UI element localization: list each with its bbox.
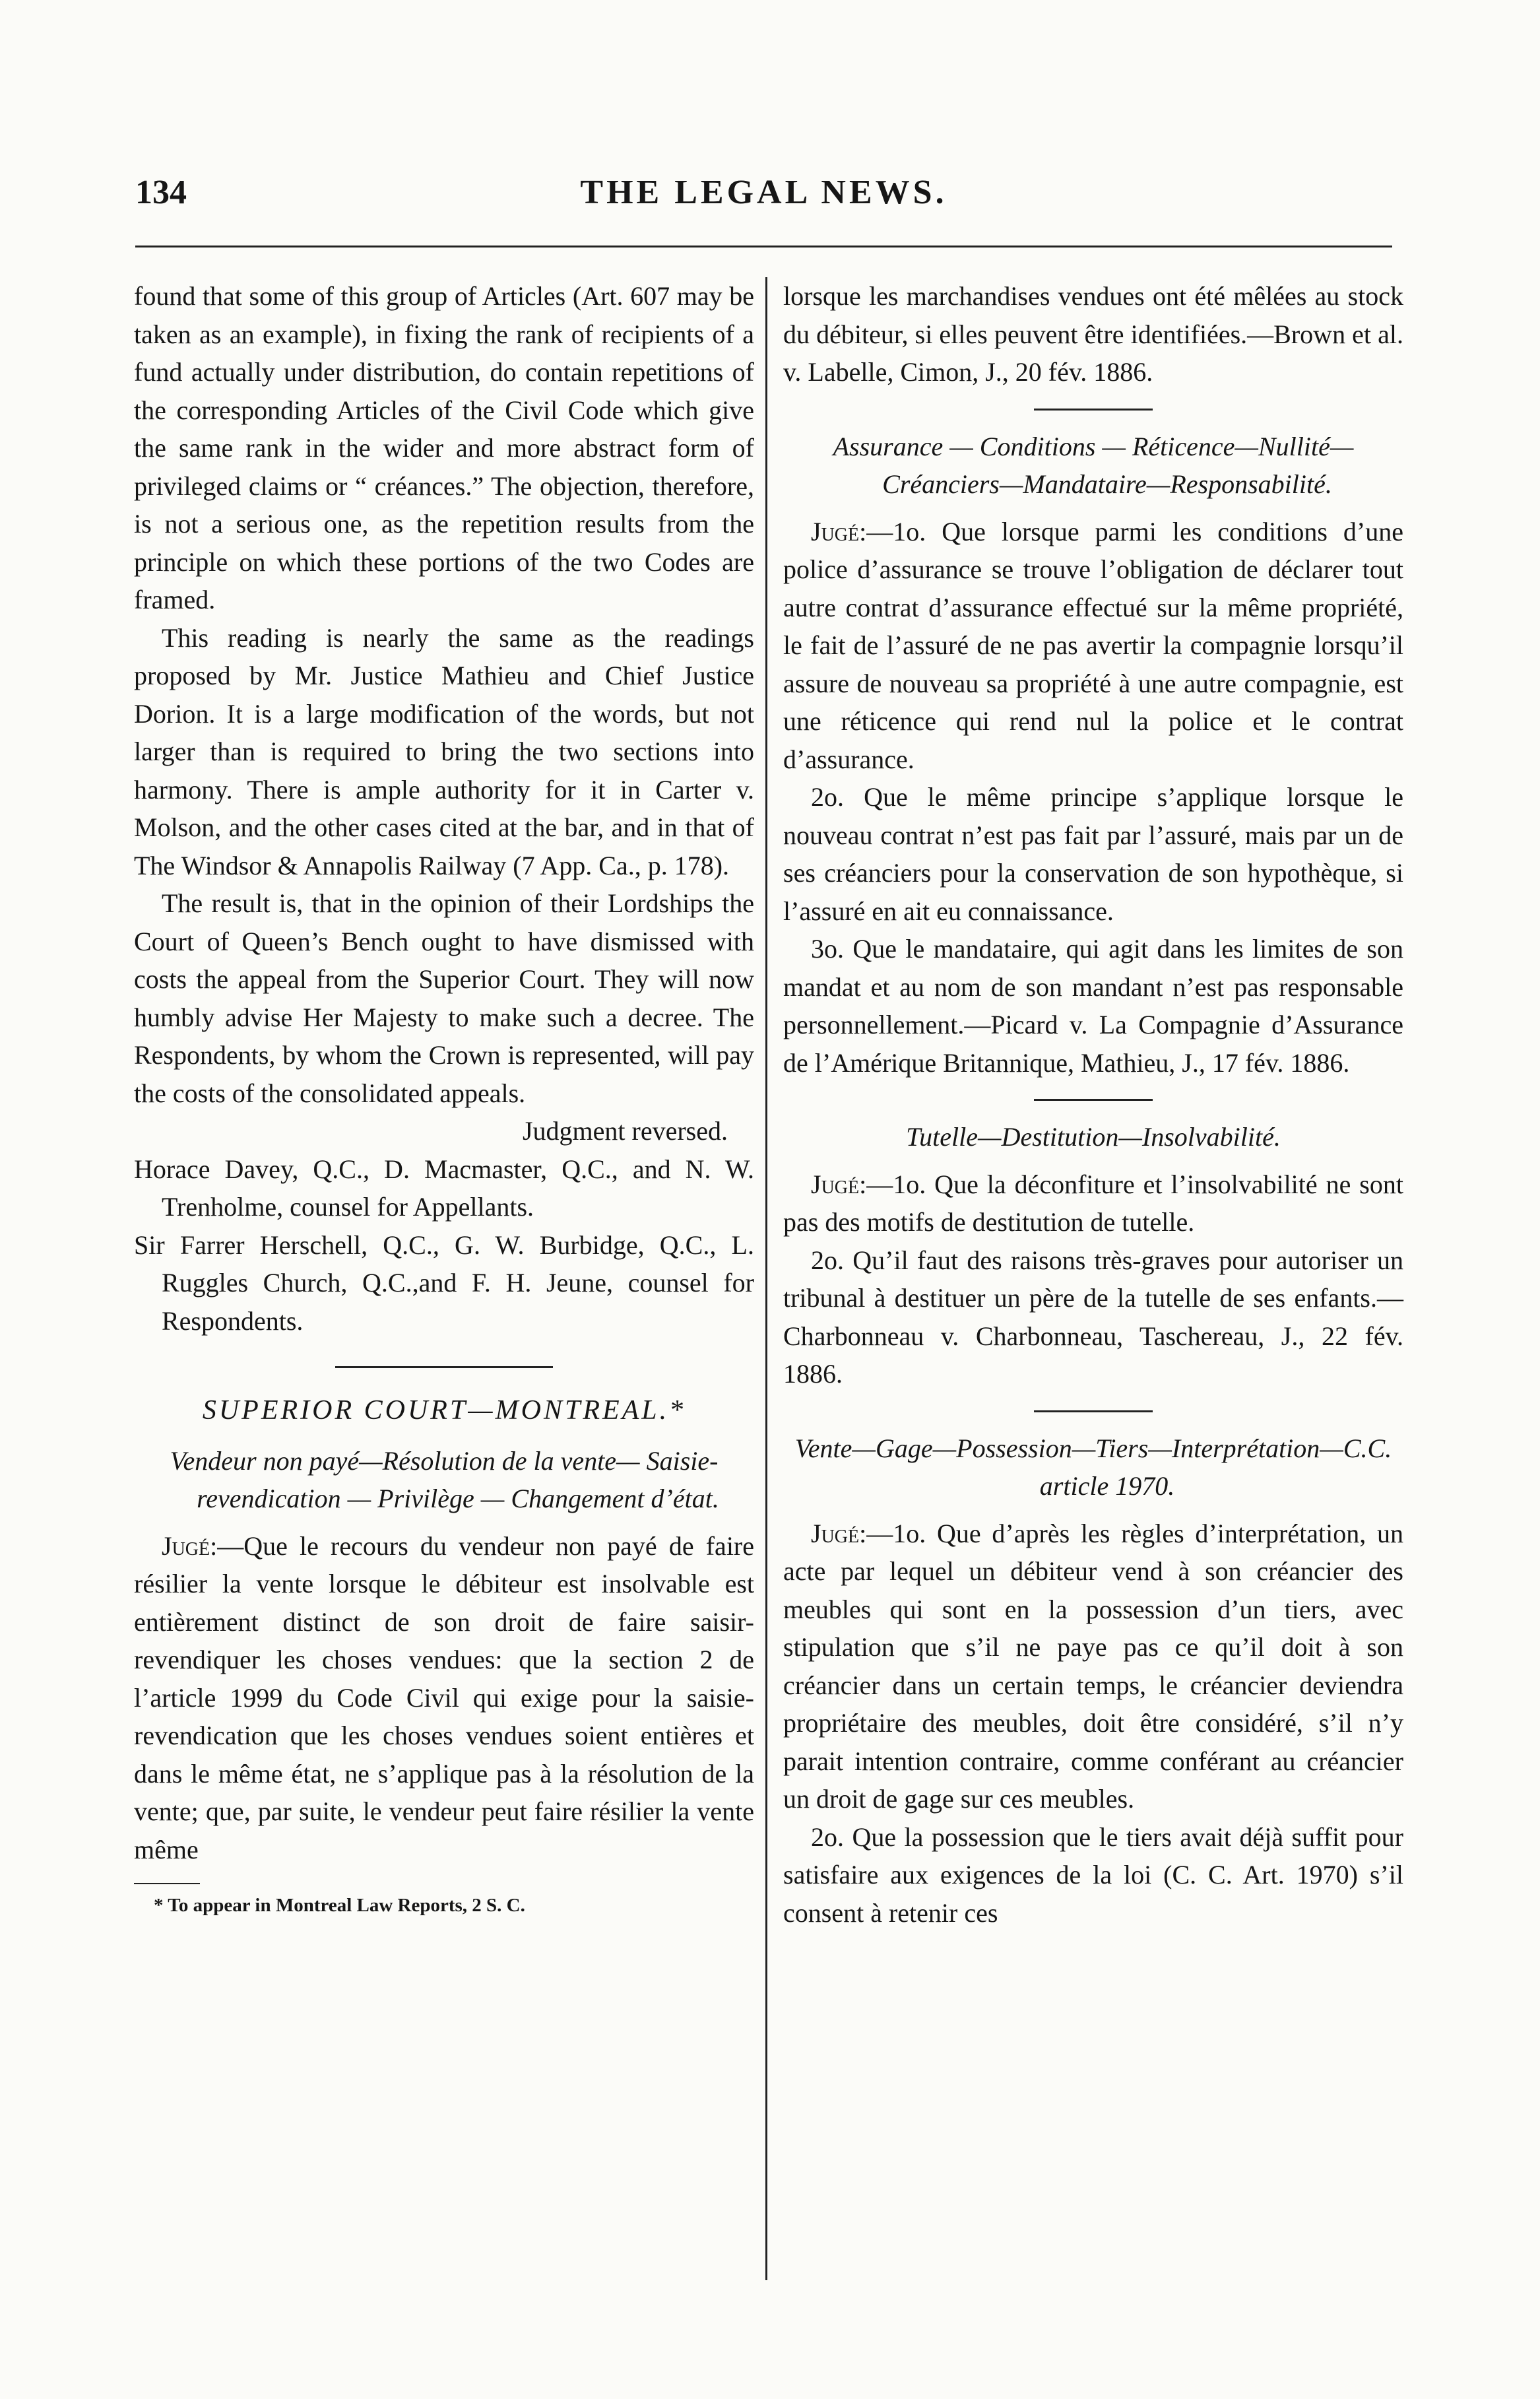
footnote-rule [134,1883,200,1884]
paragraph-text: :—Que le recours du vendeur non payé de faire résilier la vente lorsque le débiteur est insolvable est entièrement distinct de son droit de faire saisir-revendiquer les choses vendues: que la section 2 de l’article 1999 du Code Civil qui exige pour la saisie-revendication que les choses vendues soient entières et dans le même état, ne s’applique pas à la résolution de la vente; que, par suite, le vendeur peut faire résilier la vente même [134,1530,754,1864]
paragraph: This reading is nearly the same as the readings proposed by Mr. Justice Mathieu and Chief Justice Dorion. It is a large modification of the words, but not larger than is required to bring the two sections into harmony. There is ample authority for it in Carter v. Molson, and the other cases cited at the bar, and in that of The Windsor & Annapolis Railway (7 App. Ca., p. 178). [134,622,754,880]
right-column [783,277,1403,1932]
header-rule [135,246,1392,247]
counsel-line: Horace Davey, Q.C., D. Macmaster, Q.C., and N. W. Trenholme, counsel for Appellants. [134,1154,754,1222]
section-separator [335,1366,553,1368]
paragraph [134,1527,754,1869]
juge-label: Jugé [811,1169,860,1199]
page-header [135,173,1392,219]
paragraph: The result is, that in the opinion of their Lordships the Court of Queen’s Bench ought to have dismissed with costs the appeal from the Superior Court. They will now humbly advise Her Majesty to make such a decree. The Respondents, by whom the Crown is represented, will pay the costs of the consolidated appeals. [134,888,754,1108]
section-separator [1034,1099,1153,1101]
paragraph: lorsque les marchandises vendues ont été mêlées au stock du débiteur, si elles peuvent être identifiées.—Brown et al. v. Labelle, Cimon, J., 20 fév. 1886. [783,281,1403,387]
column-divider [765,277,767,2280]
paragraph-text: :—1o. Que d’après les règles d’interprétation, un acte par lequel un débiteur vend à son créancier des meubles qui sont en la possession d’un tiers, avec stipulation que s’il ne paye pas ce qu’il doit à son créancier dans un certain temps, le créancier deviendra propriétaire des meubles, doit être considéré, s’il n’y parait intention contraire, comme conférant au créancier un droit de gage sur ces meubles. [783,1518,1403,1814]
paragraph: 3o. Que le mandataire, qui agit dans les limites de son mandat et au nom de son mandant n’est pas responsable personnellement.—Picard v. La Compagnie d’Assurance de l’Amérique Britannique, Mathieu, J., 17 fév. 1886. [783,934,1403,1078]
case-heading: Vendeur non payé—Résolution de la vente— Saisie-revendication — Privilège — Changement d’état. [170,1445,719,1513]
section-separator [1034,409,1153,411]
paragraph-text: :—1o. Que lorsque parmi les conditions d’une police d’assurance se trouve l’obligation de déclarer tout autre contrat d’assurance effectué sur la même propriété, le fait de l’assuré de ne pas avertir la compagnie lorsqu’il assure de nouveau sa propriété à une autre compagnie, est une réticence qui rend nul la police et le contrat d’assurance. [783,516,1403,774]
juge-label: Jugé [811,1518,860,1548]
case-heading: Assurance — Conditions — Réticence—Nullité— Créanciers—Mandataire—Responsabilité. [833,431,1354,499]
court-heading: SUPERIOR COURT—MONTREAL.* [202,1395,686,1426]
counsel-line: Sir Farrer Herschell, Q.C., G. W. Burbidge, Q.C., L. Ruggles Church, Q.C.,and F. H. Jeune, counsel for Respondents. [134,1230,754,1336]
paragraph [783,1515,1403,1818]
juge-label: Jugé [811,516,860,546]
paragraph: 2o. Que le même principe s’applique lorsque le nouveau contrat n’est pas fait par l’assuré, mais par un de ses créanciers pour la conservation de son hypothèque, si l’assuré en ait eu connaissance. [783,782,1403,926]
footnote: * To appear in Montreal Law Reports, 2 S. C. [154,1895,525,1916]
section-separator [1034,1410,1153,1412]
case-heading: Tutelle—Destitution—Insolvabilité. [906,1122,1281,1152]
judgment-line: Judgment reversed. [522,1116,728,1146]
case-heading: Vente—Gage—Possession—Tiers—Interprétation—C.C. article 1970. [794,1433,1392,1501]
page-number: 134 [135,174,187,211]
juge-label: Jugé [162,1530,210,1561]
paragraph [783,513,1403,779]
paragraph [783,1166,1403,1241]
paragraph: 2o. Qu’il faut des raisons très-graves pour autoriser un tribunal à destituer un père de la tutelle de ses enfants.—Charbonneau v. Charbonneau, Taschereau, J., 22 fév. 1886. [783,1245,1403,1389]
paragraph: found that some of this group of Articles (Art. 607 may be taken as an example), in fixing the rank of recipients of a fund actually under distribution, do contain repetitions of the corresponding Articles of the Civil Code which give the same rank in the wider and more abstract form of privileged claims or “ créances.” The objection, therefore, is not a serious one, as the repetition results from the principle on which these portions of the two Codes are framed. [134,281,754,614]
running-title: THE LEGAL NEWS. [580,174,947,211]
left-column [134,277,754,1919]
paragraph-text: :—1o. Que la déconfiture et l’insolvabilité ne sont pas des motifs de destitution de tutelle. [783,1169,1403,1237]
paragraph: 2o. Que la possession que le tiers avait déjà suffit pour satisfaire aux exigences de la loi (C. C. Art. 1970) s’il consent à retenir ces [783,1822,1403,1928]
